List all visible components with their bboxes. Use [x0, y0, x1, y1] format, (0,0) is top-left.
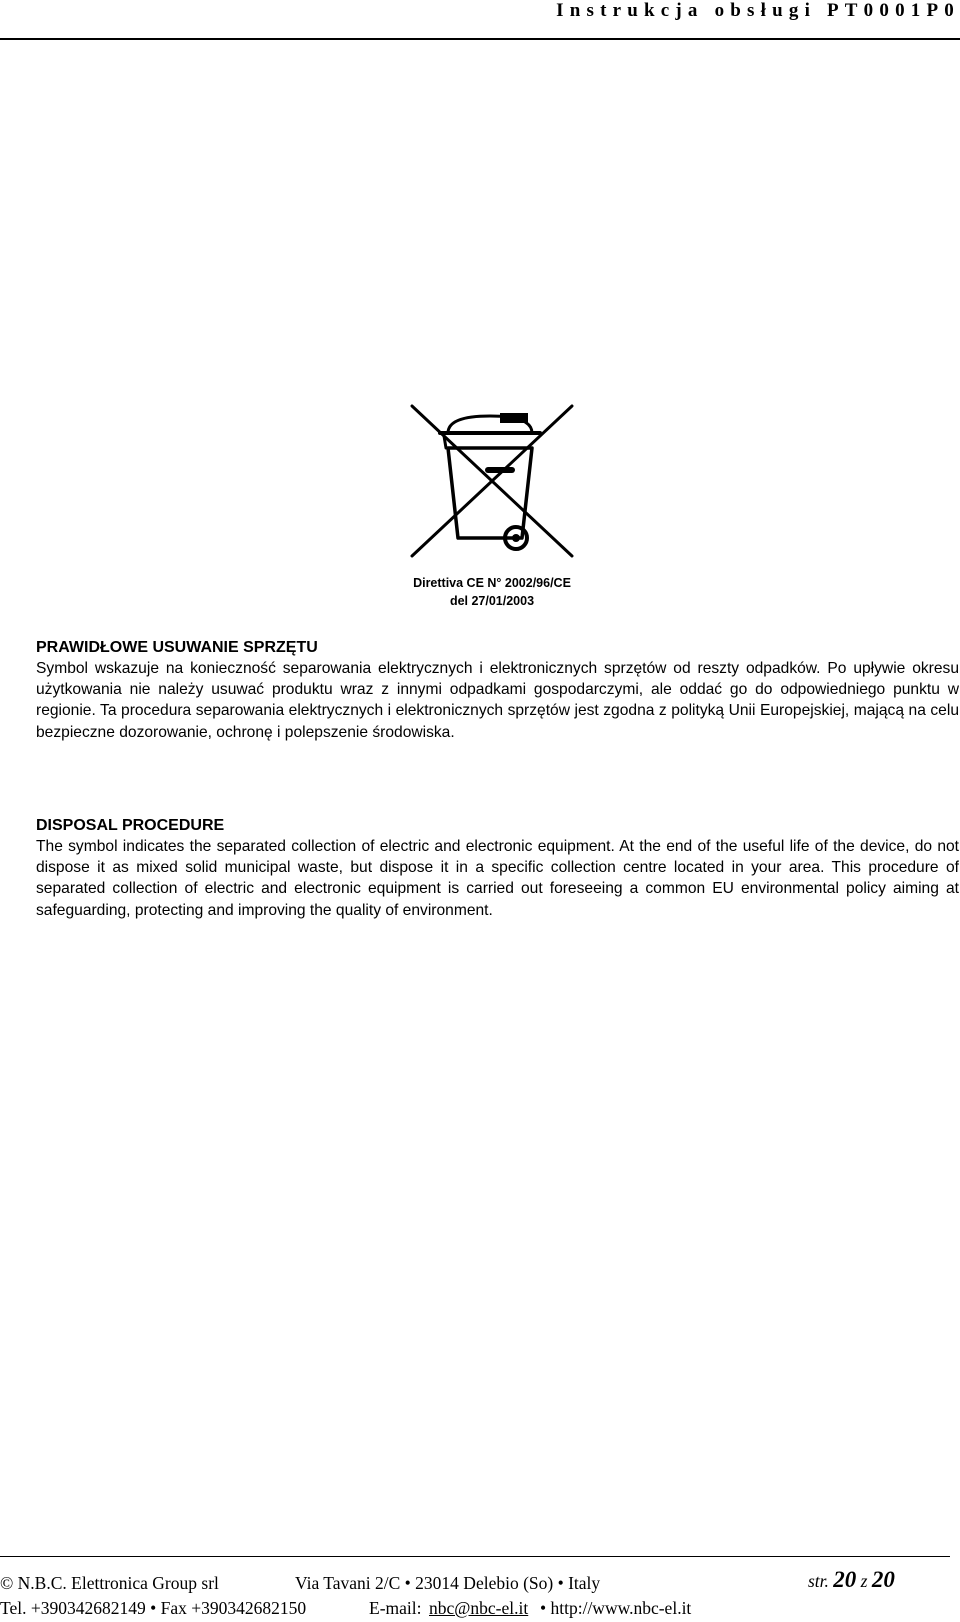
- crossed-out-wheelie-bin-icon: [408, 402, 576, 560]
- company-name: © N.B.C. Elettronica Group srl: [0, 1573, 219, 1593]
- section-body: Symbol wskazuje na konieczność separowania elektrycznych i elektronicznych sprzętów od reszty odpadków. Po upływie okresu użytkowania nie należy usuwać produktu wraz z innymi odpadkami gospodarczymi, ale oddać go do odpowiedniego punktu w regionie. Ta procedura separowania elektrycznych i elektronicznych sprzętów jest zgodna z polityką Unii Europejskiej, mającą na celu bezpieczne dozorowanie, ochronę i polepszenie środowiska.: [36, 660, 959, 741]
- page-number: str. 20 z 20: [808, 1567, 895, 1592]
- section-heading: PRAWIDŁOWE USUWANIE SPRZĘTU: [36, 639, 318, 656]
- directive-caption: Direttiva CE N° 2002/96/CE: [413, 576, 571, 590]
- footer-divider: [0, 1556, 950, 1557]
- english-disposal-section: [36, 815, 959, 921]
- polish-disposal-section: [36, 637, 959, 743]
- current-page: 20: [833, 1567, 857, 1592]
- phone-fax: Tel. +390342682149 • Fax +390342682150: [0, 1598, 307, 1618]
- section-heading: DISPOSAL PROCEDURE: [36, 817, 225, 834]
- header-divider: [0, 38, 960, 40]
- email-link[interactable]: nbc@nbc-el.it: [429, 1598, 529, 1618]
- email-label: E-mail:: [369, 1598, 422, 1618]
- section-body: The symbol indicates the separated collection of electric and electronic equipment. At the end of the useful life of the device, do not dispose it as mixed solid municipal waste, but dispose it in a specific collection centre located in your area. This procedure of separated collection of electric and electronic equipment is carried out foreseeing a common EU environmental policy aiming at safeguarding, protecting and improving the quality of environment.: [36, 838, 959, 919]
- company-address: Via Tavani 2/C • 23014 Delebio (So) • Italy: [295, 1573, 601, 1593]
- directive-date: del 27/01/2003: [449, 594, 535, 608]
- website-link[interactable]: • http://www.nbc-el.it: [540, 1598, 692, 1618]
- document-title: Instrukcja obsługi PT0001P0: [556, 0, 960, 21]
- total-pages: 20: [871, 1567, 895, 1592]
